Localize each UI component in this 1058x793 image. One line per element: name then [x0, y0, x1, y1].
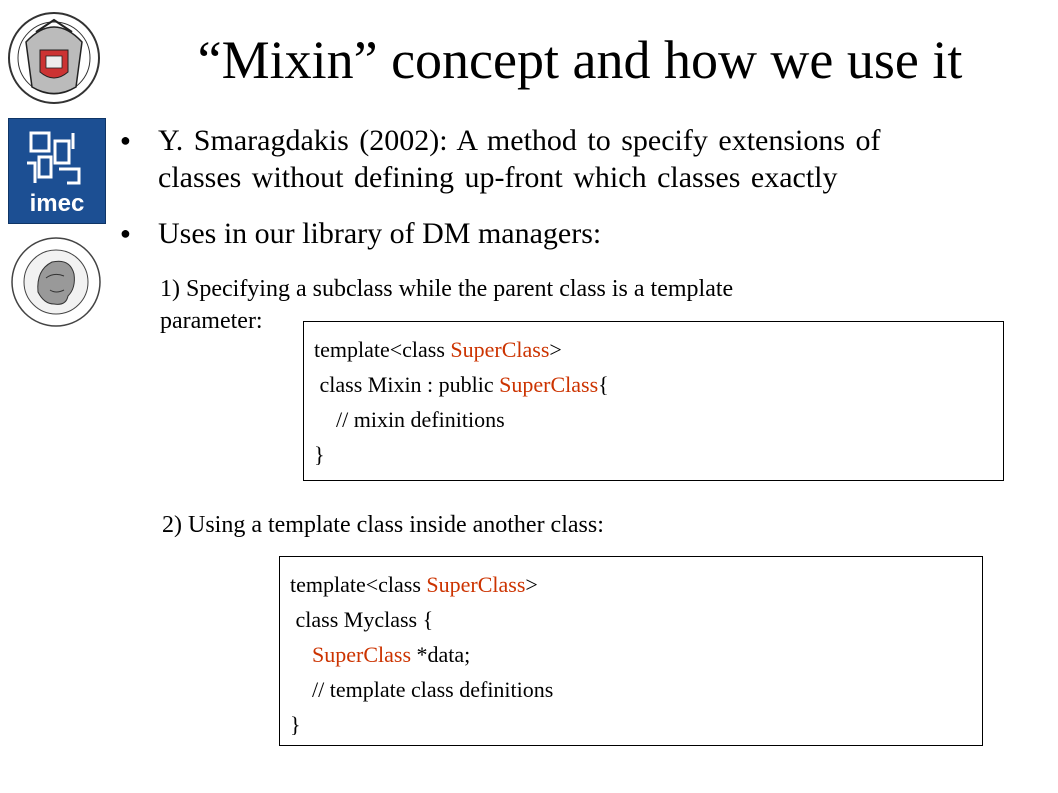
use-case-1: 1) Specifying a subclass while the parent class is a template: [160, 276, 734, 302]
code-block-mixin: [303, 321, 1004, 481]
bullet-dot-icon: ●: [120, 223, 131, 243]
code-line: // mixin definitions: [314, 407, 505, 432]
code-line: // template class definitions: [290, 677, 554, 702]
code-line: class Myclass {: [290, 607, 434, 632]
bullet-dot-icon: ●: [120, 130, 131, 150]
bullet-text-line: Y. Smaragdakis (2002): A method to specify extensions of: [158, 124, 881, 157]
use-case-1-continuation: parameter:: [160, 308, 263, 334]
university-seal-logo: [6, 2, 102, 112]
bullet-text-line: Uses in our library of DM managers:: [158, 217, 602, 250]
code-line: SuperClass *data;: [312, 642, 471, 667]
code-line: }: [290, 712, 301, 737]
code-block-myclass: [279, 556, 983, 746]
imec-label: imec: [29, 190, 85, 217]
use-case-2: 2) Using a template class inside another class:: [162, 512, 604, 538]
code-line: template<class SuperClass>: [290, 572, 538, 597]
code-line: class Mixin : public SuperClass{: [314, 372, 609, 397]
slide-title: “Mixin” concept and how we use it: [197, 30, 963, 90]
democritus-university-logo: [6, 232, 106, 332]
code-line: }: [314, 442, 325, 467]
bullet-text-line: classes without defining up-front which classes exactly: [158, 161, 838, 194]
code-line: template<class SuperClass>: [314, 337, 562, 362]
imec-logo: [8, 118, 106, 224]
